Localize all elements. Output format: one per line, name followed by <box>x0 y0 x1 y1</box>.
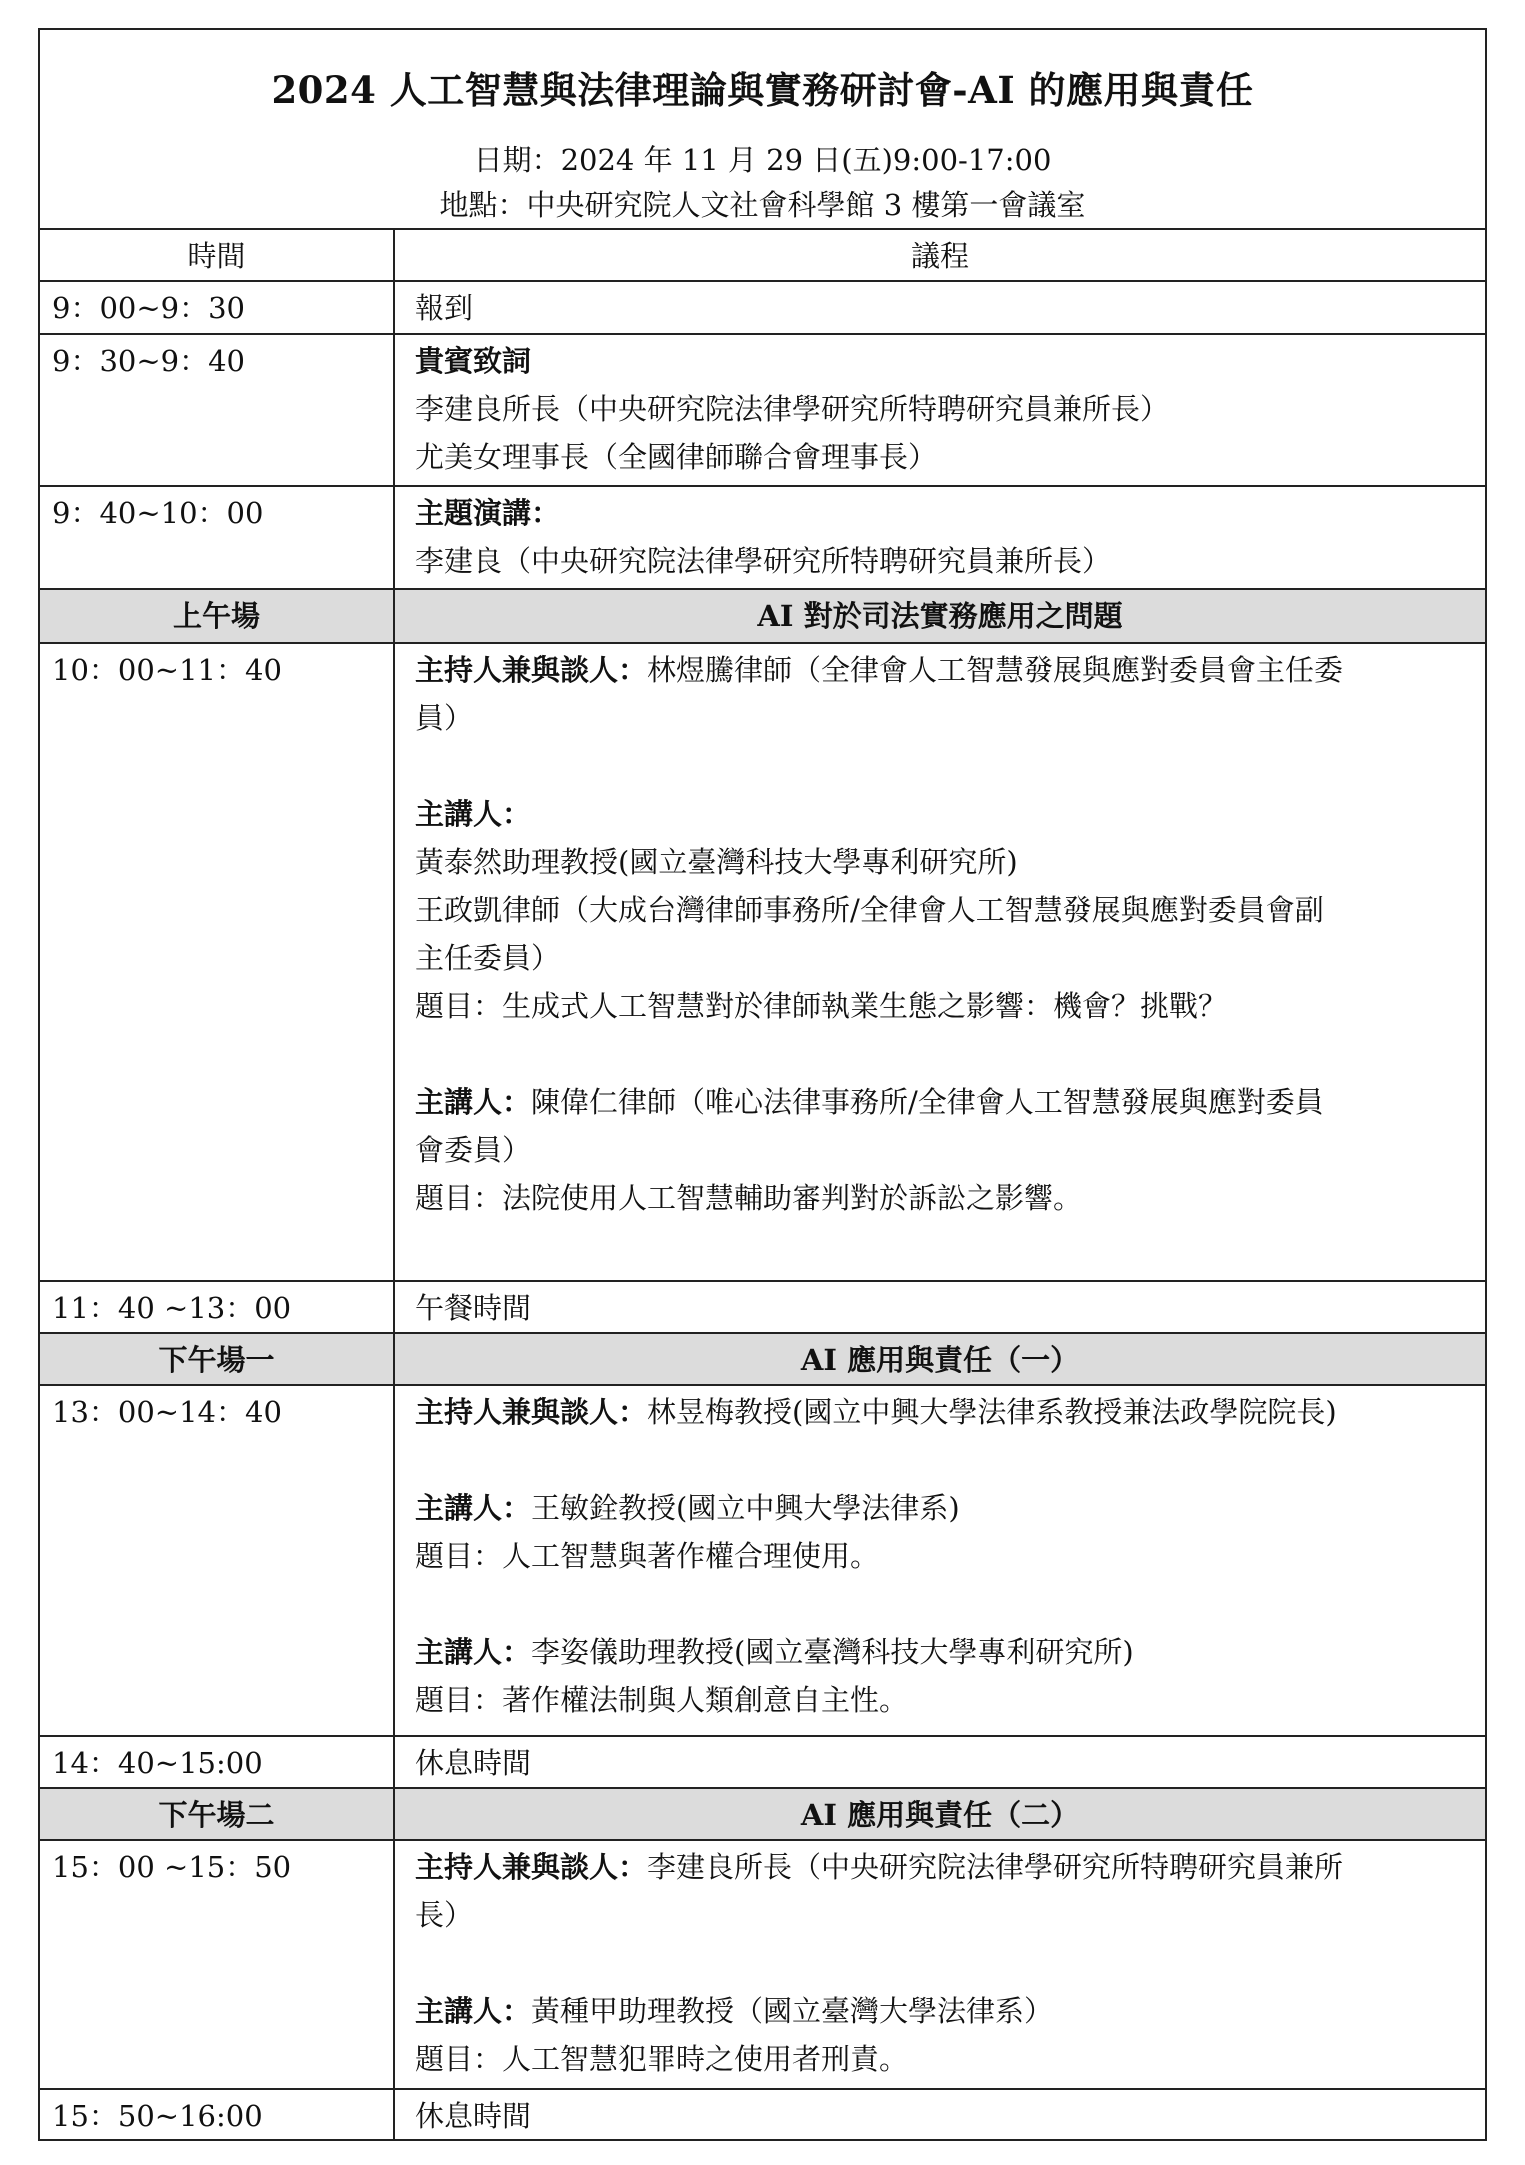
table-row <box>40 644 1485 1282</box>
speaker-line <box>415 1486 960 1527</box>
speaker-line: 王政凱律師（大成台灣律師事務所/全律會人工智慧發展與應對委員會副 <box>415 893 1324 927</box>
table-row <box>40 282 1485 335</box>
speaker-line: 尤美女理事長（全國律師聯合會理事長） <box>415 440 938 474</box>
host-line-cont: 員） <box>415 701 474 735</box>
speaker-line-cont: 會委員） <box>415 1133 532 1167</box>
topic-line: 題目：人工智慧與著作權合理使用。 <box>415 1539 880 1573</box>
table-header-row <box>40 230 1485 282</box>
session-topic: AI 對於司法實務應用之問題 <box>757 599 1123 633</box>
row-text: 報到 <box>415 291 474 325</box>
event-place: 地點：中央研究院人文社會科學館 3 樓第一會議室 <box>439 188 1086 222</box>
session-topic: AI 應用與責任（二） <box>800 1798 1080 1832</box>
section-label: 貴賓致詞 <box>415 344 532 378</box>
table-row <box>40 1282 1485 1334</box>
speaker-line <box>415 1989 1053 2030</box>
topic-line: 題目：人工智慧犯罪時之使用者刑責。 <box>415 2042 909 2076</box>
topic-line: 題目：法院使用人工智慧輔助審判對於訴訟之影響。 <box>415 1181 1083 1215</box>
session-row-afternoon-2 <box>40 1789 1485 1841</box>
session-name: 下午場一 <box>158 1343 275 1377</box>
session-row-afternoon-1 <box>40 1334 1485 1386</box>
table-row <box>40 1737 1485 1789</box>
row-time: 15：00 ~15：50 <box>52 1850 292 1884</box>
session-name: 下午場二 <box>158 1798 275 1832</box>
host-label: 主持人兼與談人： <box>415 653 648 687</box>
host-line-cont: 長） <box>415 1898 474 1932</box>
session-row-morning <box>40 590 1485 644</box>
speaker-line: 黃泰然助理教授(國立臺灣科技大學專利研究所) <box>415 845 1018 879</box>
row-time: 9：00~9：30 <box>52 291 246 325</box>
host-text: 李建良所長（中央研究院法律學研究所特聘研究員兼所 <box>647 1850 1344 1884</box>
host-label: 主持人兼與談人： <box>415 1395 648 1429</box>
host-text: 林昱梅教授(國立中興大學法律系教授兼法政學院院長) <box>647 1395 1337 1429</box>
row-time: 14：40~15:00 <box>52 1746 263 1780</box>
section-label: 主題演講： <box>415 496 561 530</box>
speaker-text: 李姿儀助理教授(國立臺灣科技大學專利研究所) <box>531 1635 1134 1669</box>
host-text: 林煜騰律師（全律會人工智慧發展與應對委員會主任委 <box>647 653 1344 687</box>
agenda-column-header: 議程 <box>910 239 969 273</box>
speaker-line: 李建良（中央研究院法律學研究所特聘研究員兼所長） <box>415 544 1112 578</box>
speaker-text: 王敏銓教授(國立中興大學法律系) <box>531 1491 960 1525</box>
speaker-line <box>415 1630 1134 1671</box>
speaker-label: 主講人： <box>415 1994 532 2028</box>
row-text: 休息時間 <box>415 2099 532 2133</box>
document-header <box>40 30 1485 230</box>
row-time: 13：00~14：40 <box>52 1395 282 1429</box>
row-time: 11：40 ~13：00 <box>52 1291 292 1325</box>
topic-line: 題目：生成式人工智慧對於律師執業生態之影響：機會？挑戰？ <box>415 989 1228 1023</box>
speaker-line <box>415 1080 1324 1121</box>
speaker-line: 李建良所長（中央研究院法律學研究所特聘研究員兼所長） <box>415 392 1170 426</box>
row-time: 10：00~11：40 <box>52 653 282 687</box>
table-row <box>40 2090 1485 2141</box>
row-text: 休息時間 <box>415 1746 532 1780</box>
document-title: 2024 人工智慧與法律理論與實務研討會-AI 的應用與責任 <box>271 68 1254 112</box>
table-row <box>40 335 1485 487</box>
table-row <box>40 1841 1485 2090</box>
session-topic: AI 應用與責任（一） <box>800 1343 1080 1377</box>
event-date: 日期：2024 年 11 月 29 日(五)9:00-17:00 <box>473 143 1052 177</box>
row-time: 9：40~10：00 <box>52 496 264 530</box>
speaker-label: 主講人： <box>415 1635 532 1669</box>
row-time: 9：30~9：40 <box>52 344 246 378</box>
host-line <box>415 648 1343 689</box>
table-row <box>40 1386 1485 1737</box>
session-name: 上午場 <box>172 599 260 633</box>
speaker-text: 陳偉仁律師（唯心法律事務所/全律會人工智慧發展與應對委員 <box>531 1085 1324 1119</box>
row-text: 午餐時間 <box>415 1291 532 1325</box>
host-label: 主持人兼與談人： <box>415 1850 648 1884</box>
row-time: 15：50~16:00 <box>52 2099 263 2133</box>
host-line <box>415 1845 1343 1886</box>
speaker-label: 主講人： <box>415 797 532 831</box>
speaker-label: 主講人： <box>415 1085 532 1119</box>
host-line <box>415 1390 1337 1431</box>
speaker-line-cont: 主任委員） <box>415 941 561 975</box>
topic-line: 題目：著作權法制與人類創意自主性。 <box>415 1683 909 1717</box>
table-row <box>40 487 1485 590</box>
time-column-header: 時間 <box>187 239 246 273</box>
speaker-text: 黃種甲助理教授（國立臺灣大學法律系） <box>531 1994 1054 2028</box>
agenda-frame <box>38 28 1487 2141</box>
speaker-label: 主講人： <box>415 1491 532 1525</box>
